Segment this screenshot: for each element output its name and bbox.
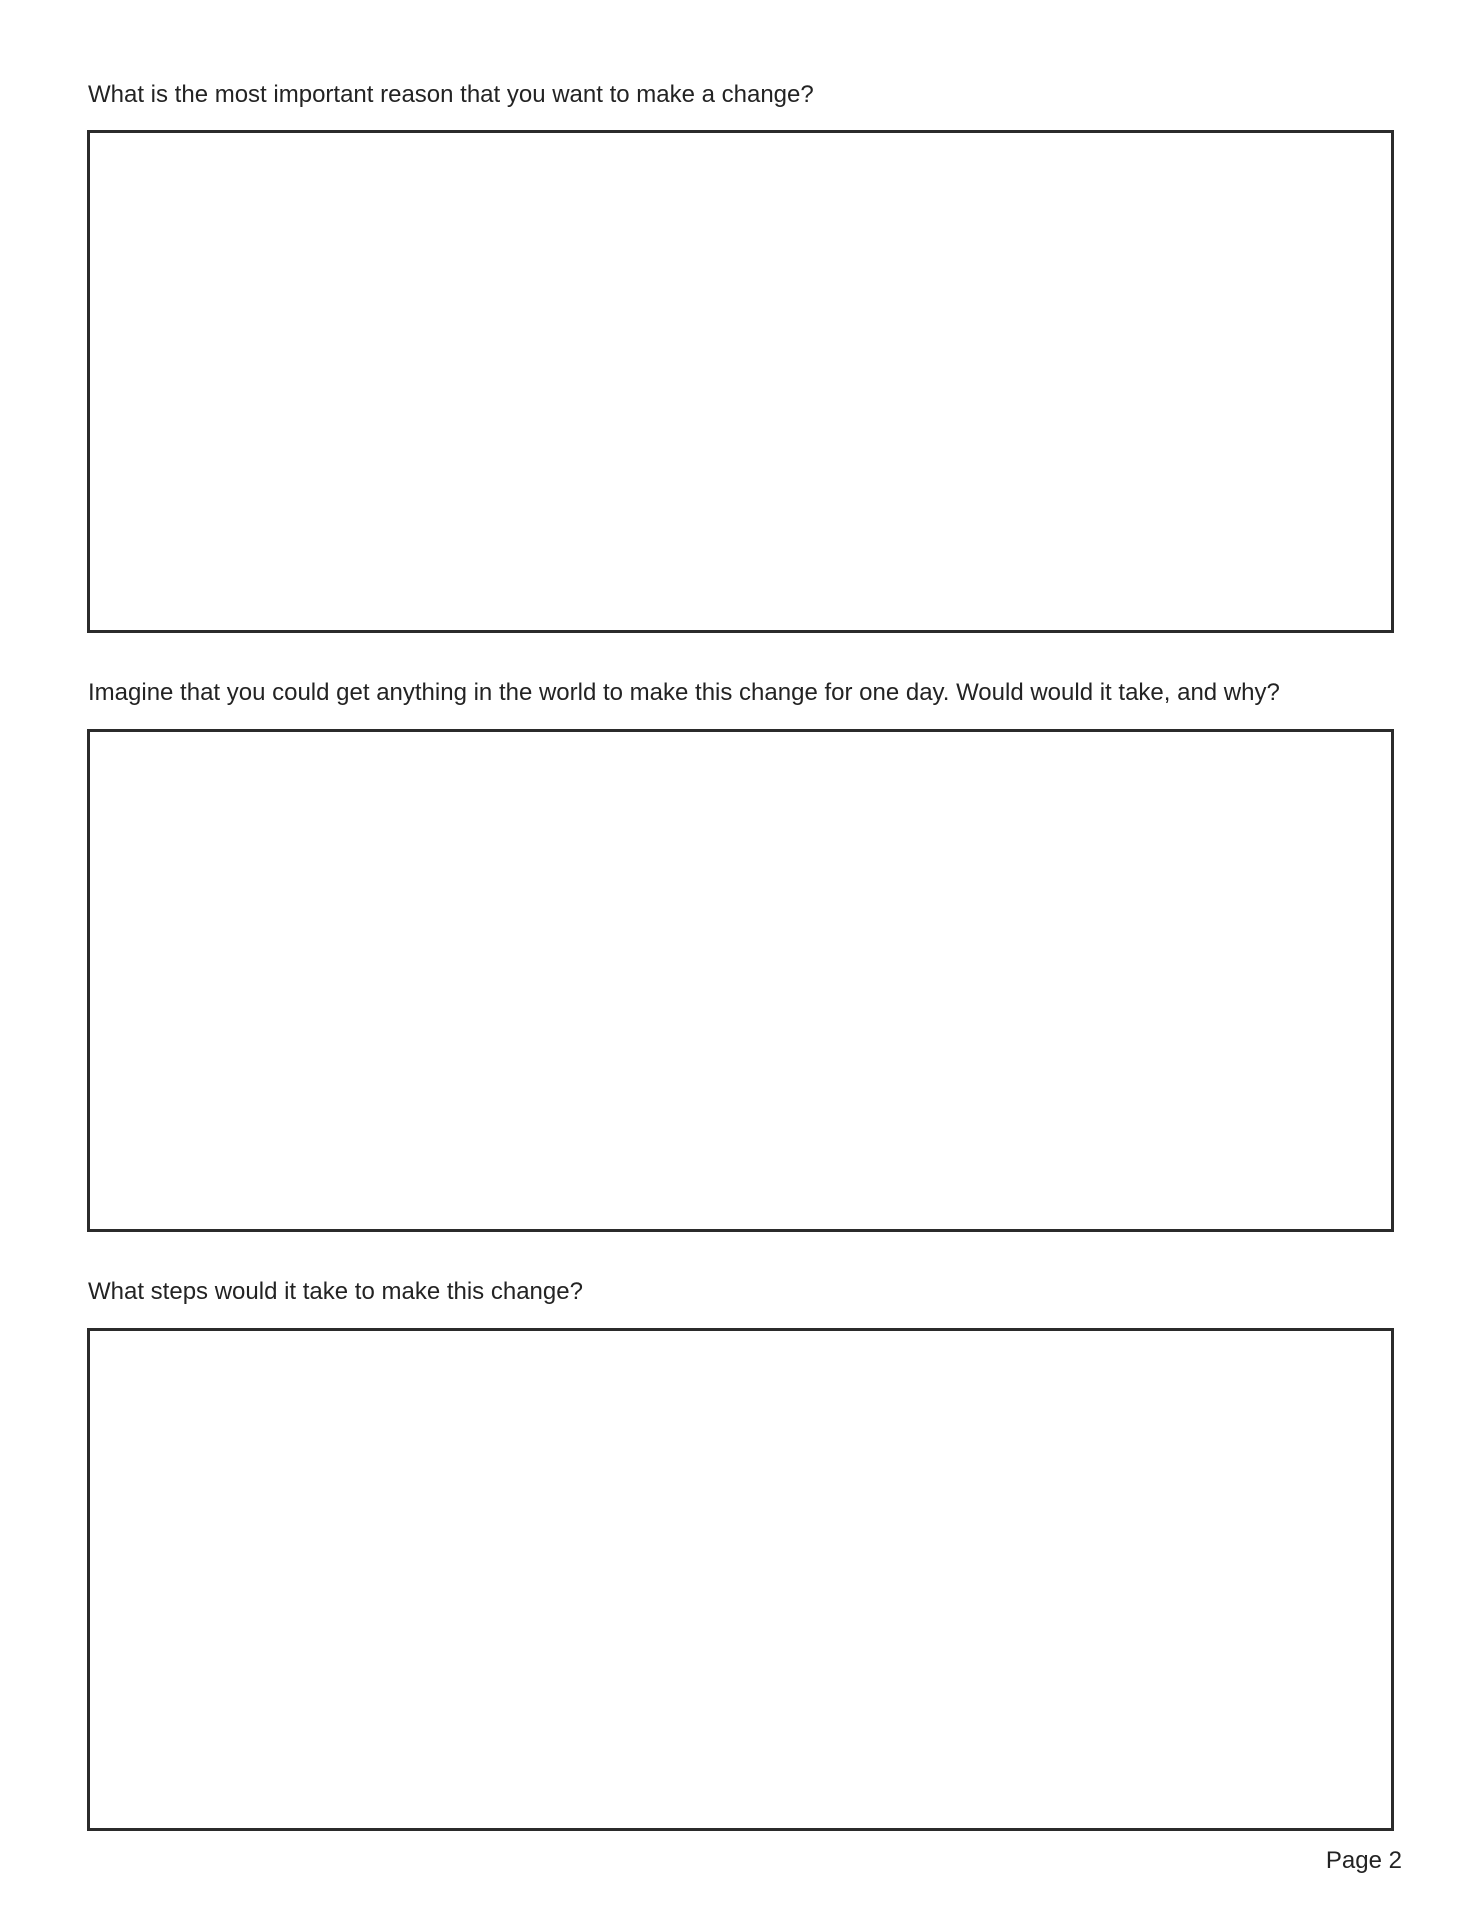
question-2-answer-box[interactable] [87, 729, 1394, 1232]
question-2-text: Imagine that you could get anything in the world to make this change for one day. Would would it take, and why? [88, 679, 1280, 706]
question-3-text: What steps would it take to make this change? [88, 1278, 583, 1305]
question-3-answer-box[interactable] [87, 1328, 1394, 1831]
question-1-answer-box[interactable] [87, 130, 1394, 633]
question-1-text: What is the most important reason that you want to make a change? [88, 81, 814, 108]
page-number: Page 2 [1325, 1847, 1402, 1874]
